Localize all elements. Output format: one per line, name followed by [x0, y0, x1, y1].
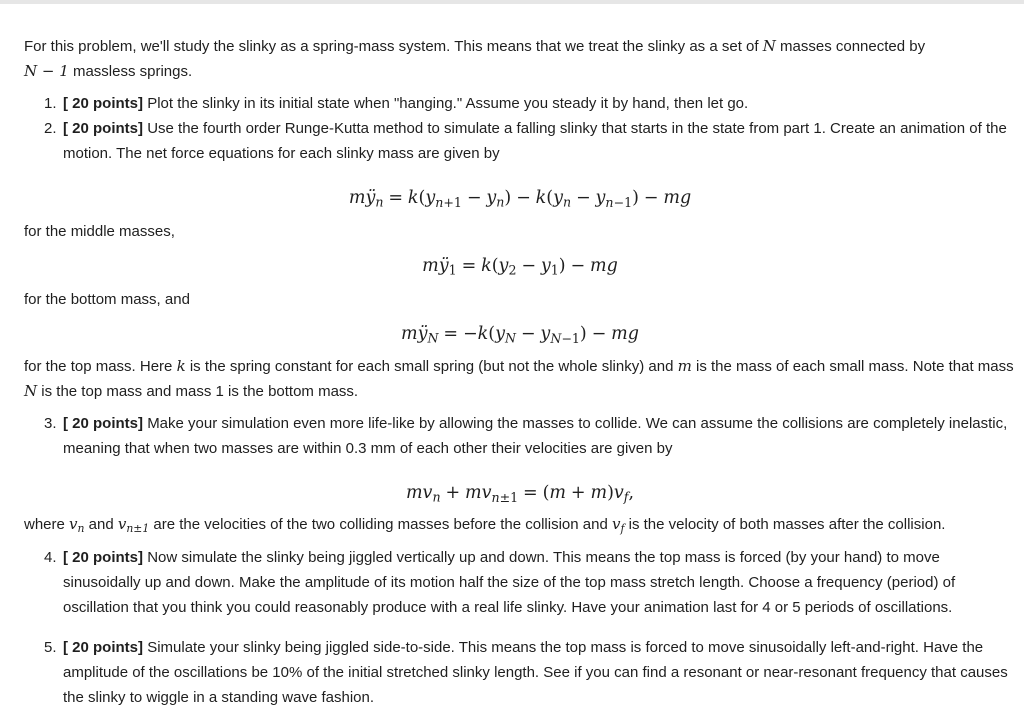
problem-document — [24, 34, 1016, 710]
task-number: 3. — [44, 415, 57, 432]
top-divider — [0, 0, 1024, 4]
intro-text: For this problem, we'll study the slinky as a spring-mass system. This means that we treat the slinky as a set of — [24, 38, 763, 55]
math-N: N — [762, 37, 776, 55]
text: for the middle masses, — [24, 223, 175, 240]
task-points: [ 20 points] — [63, 639, 144, 656]
text: for the top mass. Here — [24, 358, 177, 375]
intro-paragraph — [24, 34, 1016, 84]
task-points: [ 20 points] — [63, 415, 144, 432]
math-m: m — [677, 357, 692, 375]
math-N: N — [24, 382, 38, 400]
task-list-3 — [24, 545, 1016, 710]
task-number: 2. — [44, 120, 57, 137]
text: is the spring constant for each small spring (but not the whole slinky) and — [185, 358, 678, 375]
task-item-5 — [24, 635, 1016, 710]
task-item-2 — [24, 116, 1016, 166]
math-subscript: n±1 — [126, 522, 150, 536]
task-text: Make your simulation even more life-like by allowing the masses to collide. We can assume the collisions are completely inelastic, meaning that when two masses are within 0.3 mm of each other their velocities are given by — [63, 415, 1008, 457]
task-item-4 — [24, 545, 1016, 620]
task-text: Now simulate the slinky being jiggled vertically up and down. This means the top mass is forced (by your hand) to move sinusoidally up and down. Make the amplitude of its motion half the size of the top mass stretch length. Choose a frequency (period) of oscillation that you think you could reasonably produce with a real life slinky. Have your animation last for 4 or 5 periods of oscillations. — [63, 549, 956, 616]
top-mass-paragraph — [24, 354, 1016, 404]
where-paragraph — [24, 512, 1016, 537]
text: is the top mass and mass 1 is the bottom mass. — [37, 383, 359, 400]
text: for the bottom mass, and — [24, 291, 190, 308]
task-item-1 — [24, 91, 1016, 116]
task-text: Use the fourth order Runge-Kutta method to simulate a falling slinky that starts in the state from part 1. Create an animation of the motion. The net force equations for each slinky mass are given by — [63, 120, 1007, 162]
task-list-1 — [24, 91, 1016, 166]
equation-bottom-mass: $mÿ_1 = k(y_2 - y_1)$ − mg — [422, 256, 618, 278]
task-text: Plot the slinky in its initial state when "hanging." Assume you steady it by hand, then let go. — [147, 95, 749, 112]
math-subscript: f — [620, 522, 625, 536]
equation-collision: $mv_n + mv_{n\pm 1} = (m + m)v_f$, — [405, 483, 635, 505]
text: is the mass of each small mass. Note that mass — [691, 358, 1014, 375]
intro-text: massless springs. — [68, 63, 193, 80]
text: are the velocities of the two colliding masses before the collision and — [149, 516, 612, 533]
math-subscript: n — [77, 522, 85, 536]
math-v: v — [611, 515, 621, 533]
intro-text: masses connected by — [775, 38, 926, 55]
text: is the velocity of both masses after the collision. — [624, 516, 946, 533]
math-N-minus-1: N − 1 — [24, 62, 69, 80]
equation-top-mass: $mÿ_N = -k(y_N - y_{N-1})$ − mg — [401, 324, 639, 346]
equation-middle-masses: $mÿ_n = k(y_{n+1} - y_n) - k(y_n - y_{n-1})$ − mg — [348, 188, 692, 210]
bottom-mass-text — [24, 287, 1016, 312]
math-v: v — [117, 515, 127, 533]
middle-masses-text — [24, 219, 1016, 244]
text: where — [24, 516, 70, 533]
task-number: 1. — [44, 95, 57, 112]
task-list-2 — [24, 411, 1016, 461]
math-v: v — [69, 515, 78, 533]
task-points: [ 20 points] — [63, 120, 144, 137]
task-points: [ 20 points] — [63, 549, 144, 566]
task-item-3 — [24, 411, 1016, 461]
task-points: [ 20 points] — [63, 95, 144, 112]
task-number: 5. — [44, 639, 57, 656]
text: and — [84, 516, 118, 533]
math-k: k — [176, 357, 186, 375]
task-number: 4. — [44, 549, 57, 566]
task-text: Simulate your slinky being jiggled side-to-side. This means the top mass is forced to move sinusoidally left-and-right. Have the amplitude of the oscillations be 10% of the initial stretched slinky length. See if you can find a resonant or near-resonant frequency that causes the slinky to wiggle in a standing wave fashion. — [63, 639, 1008, 706]
